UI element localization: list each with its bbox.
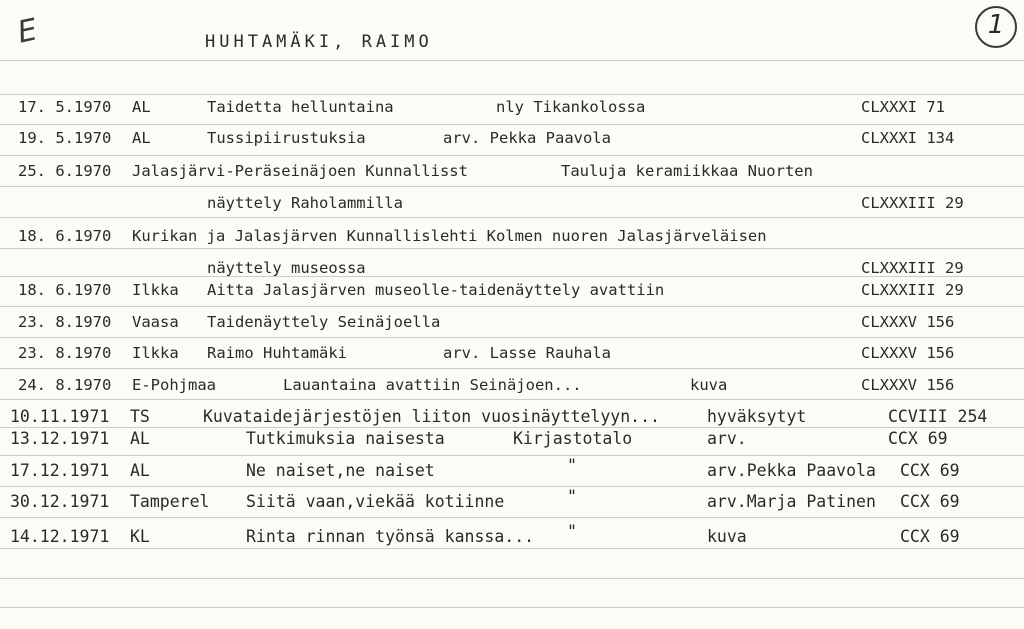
rule-line [0,248,1024,249]
entry-source: KL [130,527,150,546]
rule-line [0,186,1024,187]
entry-date: 10.11.1971 [10,407,110,426]
entry-source: E-Pohjmaa [132,376,216,394]
entry-reference: CLXXXV 156 [861,344,955,362]
entry-source: Vaasa [132,313,179,331]
entry-date: 24. 8.1970 [18,376,112,394]
rule-line [0,60,1024,61]
rule-line [0,124,1024,125]
entry-note: hyväksytyt [707,407,807,426]
card-number-circle [975,6,1017,48]
entry-title-continued: näyttely museossa [207,259,366,277]
rule-line [0,455,1024,456]
entry-reference: CLXXXI 71 [861,98,945,116]
entry-reference: CCX 69 [900,527,960,546]
entry-note: kuva [707,527,747,546]
entry-reference: CLXXXV 156 [861,376,955,394]
entry-reference: CLXXXIII 29 [861,194,964,212]
entry-note: arv. [707,429,747,448]
entry-note: arv.Pekka Paavola [707,461,876,480]
entry-reference: CCX 69 [900,492,960,511]
entry-note: arv.Marja Patinen [707,492,876,511]
entry-title-continued: näyttely Raholammilla [207,194,403,212]
entry-title: Taidetta helluntaina [207,98,394,116]
entry-date: 18. 6.1970 [18,281,112,299]
entry-title: Kuvataidejärjestöjen liiton vuosinäyttelyyn... [203,407,660,426]
entry-title: Lauantaina avattiin Seinäjoen... [283,376,582,394]
corner-handwritten-mark: E [14,12,41,51]
rule-line [0,486,1024,487]
entry-note: nly Tikankolossa [496,98,646,116]
entry-source: Ilkka [132,281,179,299]
entry-source: AL [132,98,151,116]
entry-reference: CCVIII 254 [888,407,988,426]
entry-date: 14.12.1971 [10,527,110,546]
rule-line [0,578,1024,579]
entry-date: 18. 6.1970 [18,227,112,245]
rule-line [0,427,1024,428]
entry-note: arv. Pekka Paavola [443,129,611,147]
rule-line [0,607,1024,608]
entry-date: 25. 6.1970 [18,162,112,180]
entry-title: Ne naiset,ne naiset [246,461,435,480]
card-name-heading: HUHTAMÄKI, RAIMO [205,32,433,52]
entry-date: 19. 5.1970 [18,129,112,147]
entry-source: Jalasjärvi-Peräseinäjoen Kunnallisst [132,162,468,180]
entry-reference: CCX 69 [888,429,948,448]
entry-date: 17. 5.1970 [18,98,112,116]
entry-date: 23. 8.1970 [18,313,112,331]
entry-reference: CLXXXIII 29 [861,281,964,299]
entry-note: arv. Lasse Rauhala [443,344,611,362]
entry-note: kuva [690,376,728,394]
entry-source: AL [130,429,150,448]
ditto-mark: " [567,456,577,475]
rule-line [0,155,1024,156]
entry-date: 13.12.1971 [10,429,110,448]
entry-reference: CLXXXIII 29 [861,259,964,277]
rule-line [0,517,1024,518]
entry-date: 17.12.1971 [10,461,110,480]
entry-reference: CLXXXI 134 [861,129,955,147]
rule-line [0,548,1024,549]
rule-line [0,368,1024,369]
entry-source: TS [130,407,150,426]
entry-title: Rinta rinnan työnsä kanssa... [246,527,535,546]
entry-title: Taidenäyttely Seinäjoella [207,313,441,331]
rule-line [0,399,1024,400]
entry-location: Kirjastotalo [513,429,633,448]
entry-source: AL [132,129,151,147]
ditto-mark: " [567,522,577,541]
rule-line [0,217,1024,218]
rule-line [0,306,1024,307]
entry-title: Tutkimuksia naisesta [246,429,445,448]
entry-source: Ilkka [132,344,179,362]
rule-line [0,337,1024,338]
entry-title: Tussipiirustuksia [207,129,366,147]
entry-reference: CLXXXV 156 [861,313,955,331]
entry-title: Raimo Huhtamäki [207,344,347,362]
entry-reference: CCX 69 [900,461,960,480]
entry-title: Aitta Jalasjärven museolle-taidenäyttely avattiin [207,281,665,299]
entry-source: AL [130,461,150,480]
card-number: 1 [987,10,1005,40]
entry-date: 23. 8.1970 [18,344,112,362]
entry-title: Siitä vaan,viekää kotiinne [246,492,505,511]
rule-line [0,94,1024,95]
entry-title: Tauluja keramiikkaa Nuorten [561,162,813,180]
entry-source: Tamperel [130,492,210,511]
ditto-mark: " [567,487,577,506]
entry-date: 30.12.1971 [10,492,110,511]
entry-source-and-title: Kurikan ja Jalasjärven Kunnallislehti Kolmen nuoren Jalasjärveläisen [132,227,767,245]
